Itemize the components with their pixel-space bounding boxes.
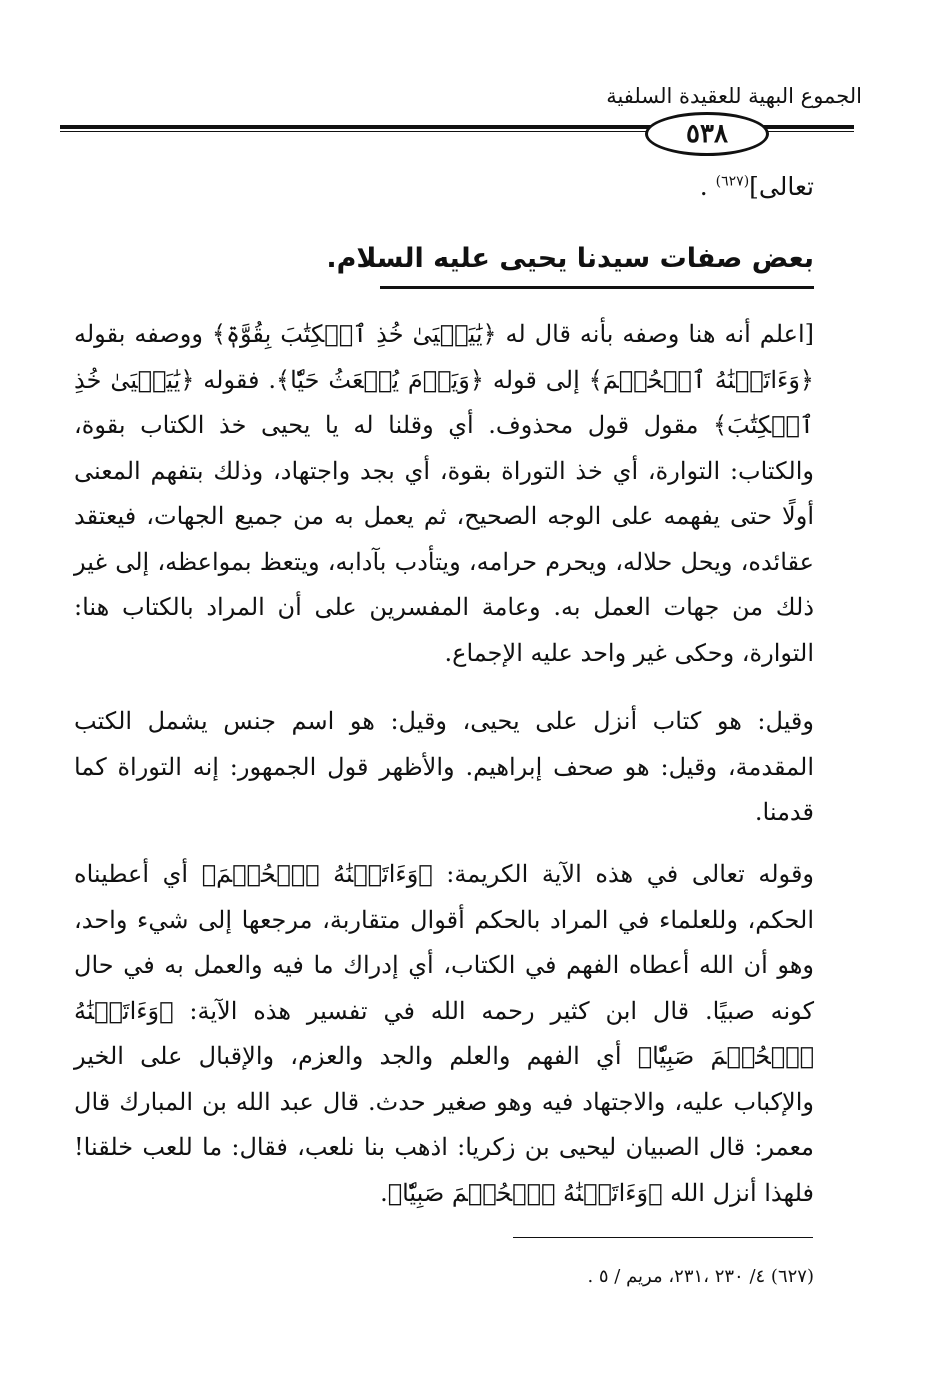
footnote-reference[interactable]: (٦٢٧) [715,173,750,190]
running-header-title: الجموع البهية للعقيدة السلفية [606,84,862,108]
heading-underline [380,286,814,289]
paragraph-3: وقوله تعالى في هذه الآية الكريمة: ﴿وَءَاتَيۡنَٰهُ ٱلۡحُكۡمَ﴾ أي أعطيناه الحكم، وللعلماء في المراد بالحكم أقوال متقاربة، مرجعها إلى شيء واحد، وهو أن الله أعطاه الفهم في الكتاب، أي إدراك ما فيه والعمل به في حال كونه صبيًا. قال ابن كثير رحمه الله في تفسير هذه الآية: ﴿وَءَاتَيۡنَٰهُ ٱلۡحُكۡمَ صَبِيّٗا﴾ أي الفهم والعلم والجد والعزم، والإقبال على الخير والإكباب عليه، والاجتهاد فيه وهو صغير حدث. قال عبد الله بن المبارك قال معمر: قال الصبيان ليحيى بن زكريا: اذهب بنا نلعب، فقال: ما للعب خلقنا! فلهذا أنزل الله ﴿وَءَاتَيۡنَٰهُ ٱلۡحُكۡمَ صَبِيّٗا﴾. [74,860,814,1207]
paragraph-1: [اعلم أنه هنا وصفه بأنه قال له ﴿يَٰيَحۡيَىٰ خُذِ ٱلۡكِتَٰبَ بِقُوَّةٖ﴾ ووصفه بقوله ﴿وَءَاتَيۡنَٰهُ ٱلۡحُكۡمَ﴾ إلى قوله ﴿وَيَوۡمَ يُبۡعَثُ حَيّٗا﴾. فقوله ﴿يَٰيَحۡيَىٰ خُذِ ٱلۡكِتَٰبَ﴾ مقول قول محذوف. أي وقلنا له يا يحيى خذ الكتاب بقوة، والكتاب: التوارة، أي خذ التوراة بقوة، أي بجد واجتهاد، وذلك بتفهم المعنى أولًا حتى يفهمه على الوجه الصحيح، ثم يعمل به من جميع الجهات، فيعتقد عقائده، ويحل حلاله، ويحرم حرامه، ويتأدب بآدابه، ويتعظ بمواعظه، إلى غير ذلك من جهات العمل به. وعامة المفسرين على أن المراد بالكتاب هنا: التوارة، وحكى غير واحد عليه الإجماع. [74,320,815,667]
carry-over-end: . [699,172,708,201]
carry-over-line [700,172,814,201]
carry-over-text: تعالى] [749,172,814,201]
paragraph-2: وقيل: هو كتاب أنزل على يحيى، وقيل: هو اسم جنس يشمل الكتب المقدمة، وقيل: هو صحف إبراهيم. والأظهر قول الجمهور: إنه التوراة كما قدمنا. [74,707,814,826]
footnote-627: (٦٢٧) ٤/ ٢٣٠ ،٢٣١، مريم / ٥ . [587,1266,814,1287]
page-number-badge: ٥٣٨ [645,112,769,156]
footnote-separator [513,1237,813,1238]
section-heading: بعض صفات سيدنا يحيى عليه السلام. [326,243,814,274]
